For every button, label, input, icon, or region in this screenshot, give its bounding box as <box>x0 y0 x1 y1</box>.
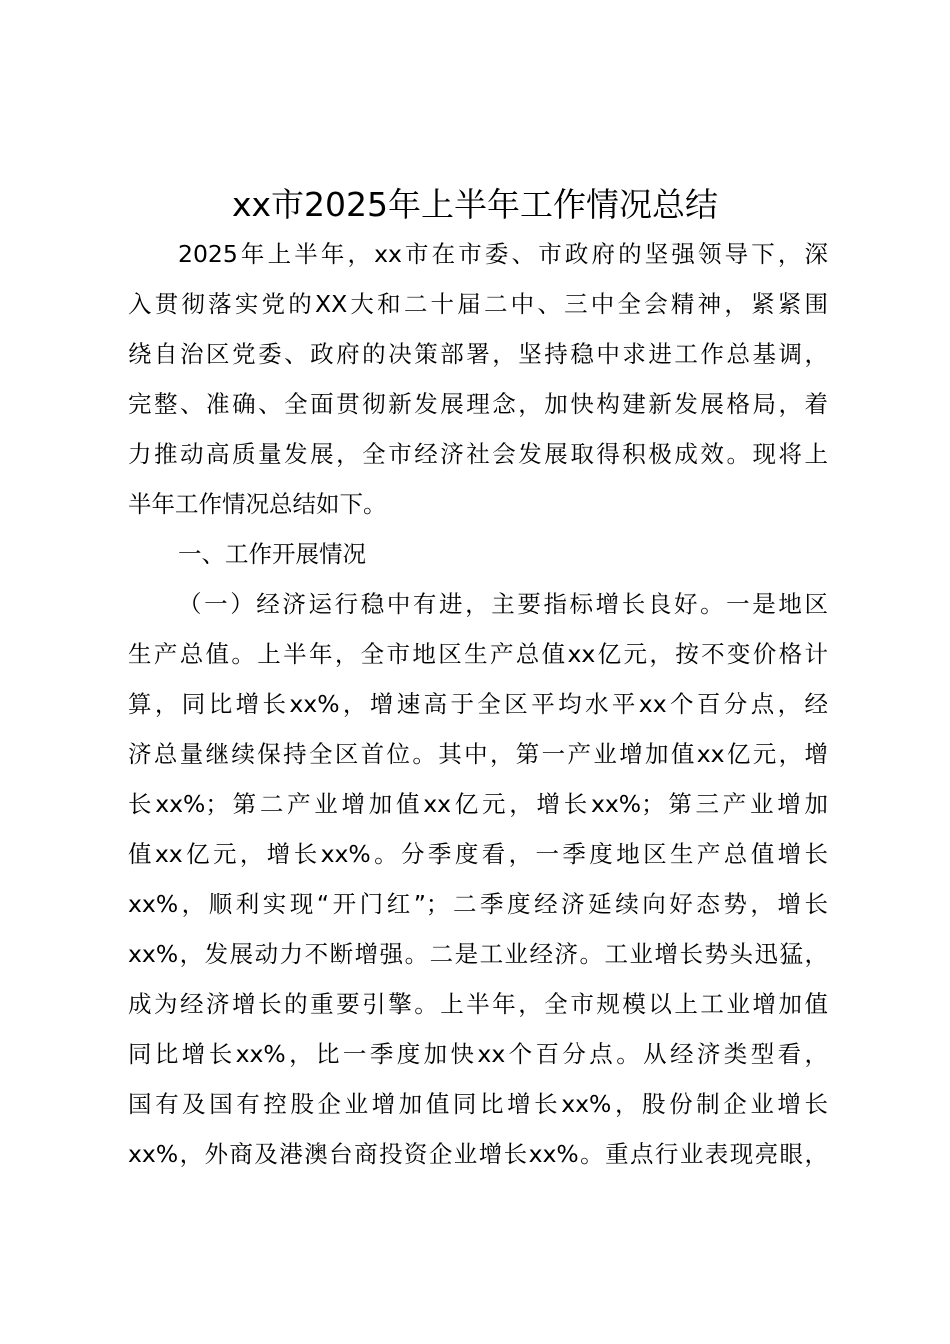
paragraph-line: 同比增长xx%，比一季度加快xx个百分点。从经济类型看， <box>128 1040 828 1068</box>
paragraph-line: xx%，发展动力不断增强。二是工业经济。工业增长势头迅猛， <box>128 940 828 968</box>
section-heading: 一、工作开展情况 <box>178 540 366 568</box>
paragraph-line: 完整、准确、全面贯彻新发展理念，加快构建新发展格局，着 <box>128 390 828 418</box>
paragraph-line: 入贯彻落实党的XX大和二十届二中、三中全会精神，紧紧围 <box>128 290 828 318</box>
paragraph-line: 绕自治区党委、政府的决策部署，坚持稳中求进工作总基调， <box>128 340 828 368</box>
document-title: xx市2025年上半年工作情况总结 <box>231 185 719 224</box>
paragraph-line: 半年工作情况总结如下。 <box>128 490 387 518</box>
paragraph-line: 力推动高质量发展，全市经济社会发展取得积极成效。现将上 <box>128 440 828 468</box>
paragraph-line: 长xx%；第二产业增加值xx亿元，增长xx%；第三产业增加 <box>128 790 828 818</box>
paragraph-line: 国有及国有控股企业增加值同比增长xx%，股份制企业增长 <box>128 1090 828 1118</box>
paragraph-line: 值xx亿元，增长xx%。分季度看，一季度地区生产总值增长 <box>128 840 828 868</box>
paragraph-line: xx%，外商及港澳台商投资企业增长xx%。重点行业表现亮眼， <box>128 1140 828 1168</box>
paragraph-line: 算，同比增长xx%，增速高于全区平均水平xx个百分点，经 <box>128 690 828 718</box>
paragraph-line: 济总量继续保持全区首位。其中，第一产业增加值xx亿元，增 <box>128 740 828 768</box>
paragraph-line: 2025年上半年，xx市在市委、市政府的坚强领导下，深 <box>178 240 828 268</box>
paragraph-line: 生产总值。上半年，全市地区生产总值xx亿元，按不变价格计 <box>128 640 828 668</box>
paragraph-line: （一）经济运行稳中有进，主要指标增长良好。一是地区 <box>178 590 828 618</box>
paragraph-line: xx%，顺利实现“开门红”；二季度经济延续向好态势，增长 <box>128 890 828 918</box>
paragraph-line: 成为经济增长的重要引擎。上半年，全市规模以上工业增加值 <box>128 990 828 1018</box>
